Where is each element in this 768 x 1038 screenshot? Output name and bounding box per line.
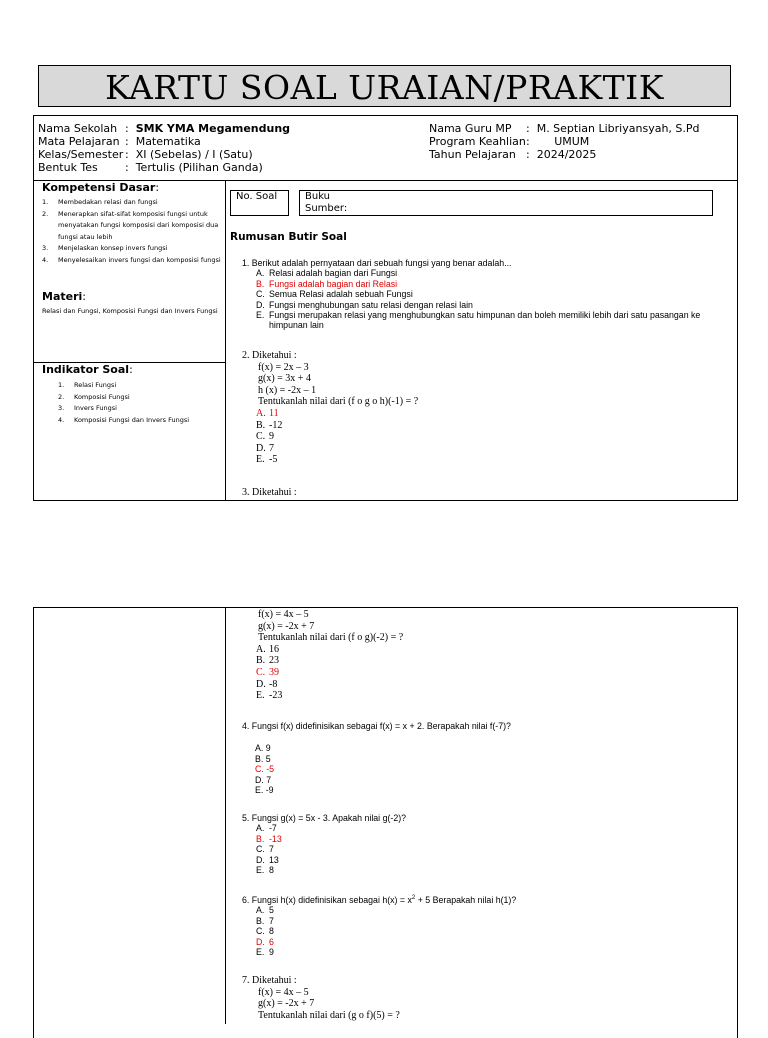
question-7-lines [242,987,642,1022]
question-1-options [242,268,722,330]
question-1-option [242,289,722,299]
rumusan-title: Rumusan Butir Soal [230,231,347,243]
indikator-item [58,403,222,415]
question-3-line: Tentukanlah nilai dari (f o g)(-2) = ? [258,632,404,644]
question-5-stem: 5. Fungsi g(x) = 5x - 3. Apakah nilai g(-2)? [242,813,407,823]
question-6-option-text: 5 [269,905,274,916]
indikator-number: 2. [58,392,65,401]
question-1-option-text: Semua Relasi adalah sebuah Fungsi [269,289,413,300]
page-title: KARTU SOAL URAIAN/PRAKTIK [38,65,731,107]
question-4-options [242,743,722,795]
question-1-option-text: Relasi adalah bagian dari Fungsi [269,268,398,279]
question-5-options [242,823,722,875]
question-6-option-text: 7 [269,915,274,926]
question-2-option-letter: B. [256,419,266,431]
question-6-option [242,937,722,947]
question-2-lines [242,362,642,408]
question-2-line: Tentukanlah nilai dari (f o g o h)(-1) = ? [258,396,419,408]
question-3-options [242,644,642,702]
indikator-number: 1. [58,381,65,389]
kompetensi-section: Kompetensi Dasar: 1. Membedakan relasi dan fungsi 2. Menerapkan sifat-sifat komposisi fungsi untuk menyatakan fungsi komposisi dari komposisi dua fungsi atau lebih 3. Menjelaskan konsep invers fungsi 4. Menyelesaikan invers fungsi dan komposisi fungsi [42,181,222,267]
question-5-option-text: 13 [269,854,279,865]
no-soal-label: No. Soal [236,191,278,202]
question-1-option-letter: D. [256,299,265,310]
question-2-option [242,454,642,466]
question-2-option-letter: E. [256,454,265,466]
question-3-option [242,679,642,691]
question-6 [242,893,722,957]
kompetensi-item [42,243,222,255]
program-value: UMUM [554,135,590,148]
question-5-option-letter: A. [256,823,265,834]
indikator-title: Indikator Soal [42,363,130,376]
question-6-stem-a: 6. Fungsi h(x) didefinisikan sebagai h(x) = x [242,894,412,905]
kompetensi-title: Kompetensi Dasar [42,181,156,194]
question-6-option-letter: A. [256,905,265,916]
divider [225,180,226,500]
question-3-option-letter: E. [256,690,265,702]
indikator-text: Relasi Fungsi [74,381,117,389]
question-5-option-text: -13 [269,833,282,844]
question-6-option [242,947,722,957]
question-1-option-text: Fungsi merupakan relasi yang menghubungkan satu himpunan dan boleh memiliki lebih dari satu pasangan ke himpunan lain [269,310,701,331]
materi-title: Materi [42,290,83,303]
materi-text: Relasi dan Fungsi, Komposisi Fungsi dan Invers Fungsi [42,307,218,315]
question-6-option-text: 6 [269,936,274,947]
question-6-option-letter: B. [256,915,265,926]
question-4-stem: 4. Fungsi f(x) didefinisikan sebagai f(x) = x + 2. Berapakah nilai f(-7)? [242,721,511,731]
question-3-option-letter: C. [256,666,266,678]
question-6-option-letter: E. [256,946,265,957]
kompetensi-item [42,197,222,209]
divider [225,607,226,1024]
kompetensi-text: Menyelesaikan invers fungsi dan komposisi fungsi [58,255,221,264]
question-2-option-text: -5 [269,454,278,466]
question-4-option: B. 5 [255,753,271,764]
question-6-stem-b: + 5 Berapakah nilai h(1)? [415,894,517,905]
question-1-option [242,279,722,289]
question-7 [242,975,642,1021]
question-3-line: g(x) = -2x + 7 [258,620,315,632]
bentuk-value: Tertulis (Pilihan Ganda) [135,161,263,174]
question-2-option-letter: C. [256,431,266,443]
question-5 [242,813,722,875]
materi-section: Materi: Relasi dan Fungsi, Komposisi Fungsi dan Invers Fungsi [42,290,222,318]
question-5-option [242,823,722,833]
kompetensi-number: 1. [42,198,49,206]
school-info: Nama Sekolah : SMK YMA Megamendung Mata Pelajaran : Matematika Kelas/Semester : XI (Sebelas) / I (Satu) Bentuk Tes : Tertulis (Pilihan Ganda) [38,122,291,174]
question-7-line: g(x) = -2x + 7 [258,998,315,1010]
guru-value: M. Septian Libriyansyah, S.Pd [536,122,700,135]
question-1-option-letter: C. [256,289,265,300]
question-4 [242,721,722,795]
question-5-option [242,865,722,875]
question-1-option-letter: B. [256,278,265,289]
question-2-option [242,408,642,420]
question-5-option [242,844,722,854]
question-7-line: Tentukanlah nilai dari (g o f)(5) = ? [258,1009,400,1021]
question-5-option-text: 8 [269,865,274,876]
question-2-option-text: 7 [269,442,274,454]
question-2-option [242,431,642,443]
question-5-option-letter: B. [256,833,265,844]
question-3-lines [242,609,642,644]
indikator-item [58,415,222,427]
sumber-label: Sumber: [305,203,348,214]
tahun-label: Tahun Pelajaran [429,148,516,161]
kompetensi-number: 3. [42,244,49,253]
mapel-label: Mata Pelajaran [38,135,120,148]
question-3-option-text: 39 [269,666,279,678]
question-1-option-letter: E. [256,310,265,321]
buku-sumber-box [299,190,713,216]
question-5-option [242,855,722,865]
question-2-line: h (x) = -2x – 1 [258,384,317,396]
question-2-option-text: 9 [269,431,274,443]
question-5-option-text: -7 [269,823,277,834]
question-3-option-letter: A. [256,643,266,655]
question-3-option-letter: B. [256,655,266,667]
question-3-stem: 3. Diketahui : [242,487,297,498]
kompetensi-text: Menjelaskan konsep invers fungsi [58,244,168,253]
question-6-option-letter: D. [256,936,265,947]
question-6-stem [242,893,722,905]
indikator-number: 3. [58,404,65,413]
question-7-line: f(x) = 4x – 5 [258,986,309,998]
question-5-option [242,834,722,844]
teacher-info: Nama Guru MP : M. Septian Libriyansyah, S.Pd Program Keahlian: UMUM Tahun Pelajaran : 2024/2025 [429,122,700,161]
kompetensi-item [42,255,222,267]
question-5-option-letter: D. [256,854,265,865]
question-1 [242,258,722,331]
question-2-stem: 2. Diketahui : [242,350,297,361]
kompetensi-number: 2. [42,209,49,218]
indikator-list [42,380,222,426]
question-2-option-text: -12 [269,419,283,431]
mapel-value: Matematika [135,135,201,148]
indikator-number: 4. [58,415,65,424]
kompetensi-number: 4. [42,255,49,264]
indikator-text: Komposisi Fungsi [74,392,130,401]
question-1-option [242,310,722,331]
question-1-option-letter: A. [256,268,265,279]
question-6-option [242,905,722,915]
question-6-options [242,905,722,957]
question-2-option [242,443,642,455]
kelas-label: Kelas/Semester [38,148,124,161]
question-2-option-letter: A. [256,407,266,419]
question-2-option-text: 11 [269,407,279,419]
question-4-option: A. 9 [255,743,271,754]
question-3-option-text: -8 [269,678,278,690]
question-5-option-text: 7 [269,844,274,855]
question-3 [242,609,642,702]
indikator-section: Indikator Soal: 1. Relasi Fungsi 2. Komposisi Fungsi 3. Invers Fungsi 4. Komposisi Fungsi dan Invers Fungsi [42,363,222,426]
question-1-option [242,300,722,310]
bentuk-label: Bentuk Tes [38,161,98,174]
question-1-option-text: Fungsi adalah bagian dari Relasi [269,278,398,289]
question-3-option [242,655,642,667]
question-1-option [242,268,722,278]
question-6-option [242,916,722,926]
question-6-exponent: 2 [411,895,416,901]
buku-label: Buku [305,191,331,202]
question-3-option [242,690,642,702]
indikator-text: Invers Fungsi [74,404,117,413]
question-1-stem: 1. Berikut adalah pernyataan dari sebuah fungsi yang benar adalah... [242,258,512,268]
question-6-option [242,926,722,936]
question-2-line: g(x) = 3x + 4 [258,373,311,385]
question-3-option-text: 23 [269,655,279,667]
question-3-option-text: -23 [269,690,283,702]
nama-sekolah-value: SMK YMA Megamendung [135,122,291,135]
indikator-item [58,380,222,392]
nama-sekolah-label: Nama Sekolah [38,122,118,135]
kelas-value: XI (Sebelas) / I (Satu) [135,148,253,161]
question-3-option [242,644,642,656]
indikator-text: Komposisi Fungsi dan Invers Fungsi [74,415,190,424]
question-4-option: E. -9 [255,785,274,796]
kompetensi-text: Membedakan relasi dan fungsi [58,198,158,206]
question-2 [242,350,642,466]
question-2-option-letter: D. [256,442,266,454]
question-3-option [242,667,642,679]
kompetensi-text: Menerapkan sifat-sifat komposisi fungsi untuk menyatakan fungsi komposisi dari komposisi dua fungsi atau lebih [58,209,219,241]
question-3-option-letter: D. [256,678,266,690]
question-2-options [242,408,642,466]
question-2-line: f(x) = 2x – 3 [258,361,309,373]
program-label: Program Keahlian [429,135,526,148]
kompetensi-item [42,209,222,244]
question-3-line: f(x) = 4x – 5 [258,609,309,620]
question-6-option-text: 8 [269,926,274,937]
question-4-option: C. -5 [255,764,275,775]
kompetensi-list [42,197,222,267]
question-1-option-text: Fungsi menghubungan satu relasi dengan relasi lain [269,299,473,310]
tahun-value: 2024/2025 [536,148,597,161]
question-7-stem: 7. Diketahui : [242,975,297,986]
question-5-option-letter: C. [256,844,265,855]
question-3-option-text: 16 [269,643,279,655]
question-4-option: D. 7 [255,774,272,785]
question-6-option-text: 9 [269,946,274,957]
indikator-item [58,392,222,404]
question-6-option-letter: C. [256,926,265,937]
guru-label: Nama Guru MP [429,122,512,135]
question-5-option-letter: E. [256,865,265,876]
no-soal-box [230,190,289,216]
question-2-option [242,420,642,432]
